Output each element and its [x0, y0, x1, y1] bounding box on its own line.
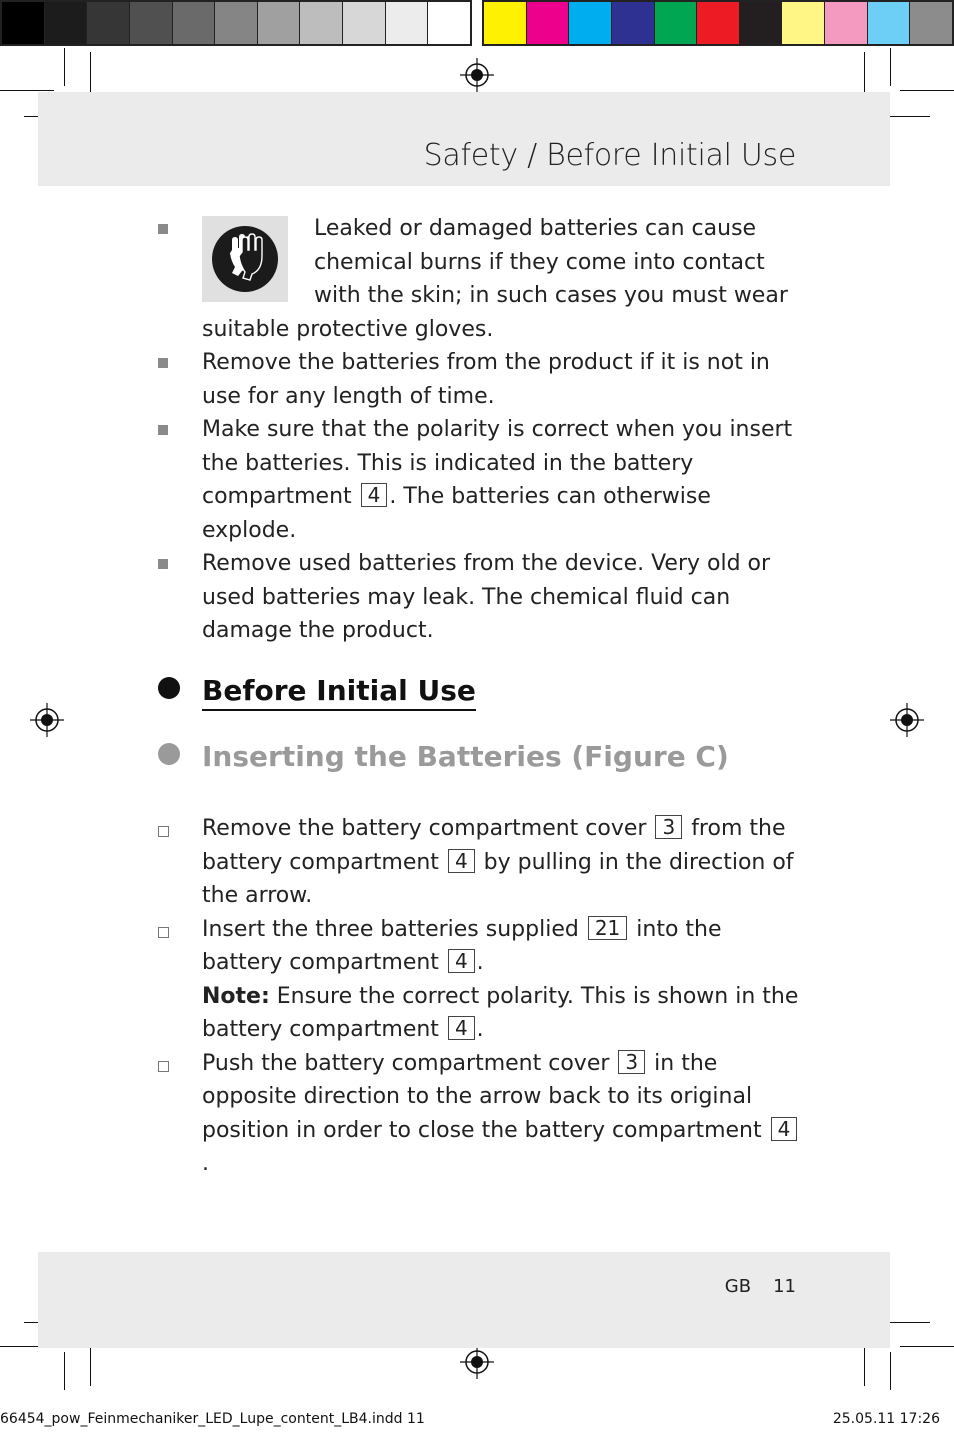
crop-mark — [900, 1346, 954, 1347]
color-swatch — [825, 2, 868, 44]
color-swatch — [910, 2, 952, 44]
color-swatch — [868, 2, 911, 44]
protective-gloves-icon — [202, 216, 288, 302]
steps-list — [158, 812, 803, 1181]
footer-band — [38, 1252, 890, 1348]
color-swatch — [612, 2, 655, 44]
list-item: Make sure that the polarity is correct when you insert the batteries. This is indicated in the battery compartment 4 . The batteries can otherwise explode. — [158, 413, 798, 547]
color-swatch — [45, 2, 88, 44]
color-swatch — [300, 2, 343, 44]
section-heading: Before Initial Use — [158, 674, 476, 707]
crop-mark — [64, 1352, 65, 1390]
color-swatch — [258, 2, 301, 44]
color-swatch — [173, 2, 216, 44]
registration-mark-icon — [460, 58, 494, 92]
color-swatch — [697, 2, 740, 44]
safety-list — [158, 212, 798, 648]
date-slug: 25.05.11 17:26 — [832, 1411, 940, 1427]
color-control-bar — [482, 0, 954, 46]
reference-number: 4 — [448, 1016, 475, 1040]
color-swatch — [655, 2, 698, 44]
reference-number: 21 — [588, 916, 627, 940]
heading-bullet — [158, 743, 180, 765]
color-swatch — [527, 2, 570, 44]
color-swatch — [569, 2, 612, 44]
file-slug: 66454_pow_Feinmechaniker_LED_Lupe_content_LB4.indd 11 — [0, 1411, 425, 1427]
registration-mark-icon — [30, 703, 64, 737]
crop-mark — [0, 90, 54, 91]
list-item: Remove the battery compartment cover 3 from the battery compartment 4 by pulling in the direction of the arrow. — [158, 812, 803, 913]
bullet — [158, 358, 168, 368]
page-footer — [725, 1276, 796, 1297]
crop-mark — [900, 90, 954, 91]
reference-number: 4 — [361, 483, 388, 507]
bullet — [158, 559, 168, 569]
color-swatch — [343, 2, 386, 44]
crop-mark — [64, 48, 65, 86]
reference-number: 4 — [448, 949, 475, 973]
grayscale-control-bar — [0, 0, 472, 46]
list-item: Remove used batteries from the device. Very old or used batteries may leak. The chemical fluid can damage the product. — [158, 547, 798, 648]
color-swatch — [386, 2, 429, 44]
crop-mark — [884, 1322, 930, 1323]
reference-number: 3 — [655, 815, 682, 839]
heading-bullet — [158, 677, 180, 699]
color-swatch — [782, 2, 825, 44]
bullet — [158, 224, 168, 234]
subsection-heading: Inserting the Batteries (Figure C) — [158, 740, 729, 773]
note-label: Note: — [202, 983, 270, 1009]
color-swatch — [428, 2, 470, 44]
checkbox-bullet — [158, 927, 169, 938]
registration-mark-icon — [460, 1345, 494, 1379]
checkbox-bullet — [158, 1061, 169, 1072]
page-title: Safety / Before Initial Use — [423, 138, 796, 173]
color-swatch — [740, 2, 783, 44]
crop-mark — [890, 1352, 891, 1390]
crop-mark — [884, 116, 930, 117]
registration-mark-icon — [890, 703, 924, 737]
reference-number: 4 — [448, 849, 475, 873]
color-swatch — [2, 2, 45, 44]
list-item: Leaked or damaged batteries can cause chemical burns if they come into contact with the skin; in such cases you must wear suitable protective gloves. — [158, 212, 798, 346]
language-code: GB — [724, 1276, 752, 1297]
crop-mark — [890, 48, 891, 86]
list-item: Push the battery compartment cover 3 in the opposite direction to the arrow back to its original position in order to close the battery compartment 4. — [158, 1047, 803, 1181]
reference-number: 4 — [771, 1117, 798, 1141]
list-item: Insert the three batteries supplied 21 into the battery compartment 4 . Note: Ensure the correct polarity. This is shown in the battery compartment 4 . — [158, 913, 803, 1047]
page-number: 11 — [773, 1276, 796, 1297]
checkbox-bullet — [158, 826, 169, 837]
reference-number: 3 — [618, 1050, 645, 1074]
color-swatch — [87, 2, 130, 44]
color-swatch — [215, 2, 258, 44]
list-item: Remove the batteries from the product if it is not in use for any length of time. — [158, 346, 798, 413]
bullet — [158, 425, 168, 435]
color-swatch — [484, 2, 527, 44]
color-swatch — [130, 2, 173, 44]
